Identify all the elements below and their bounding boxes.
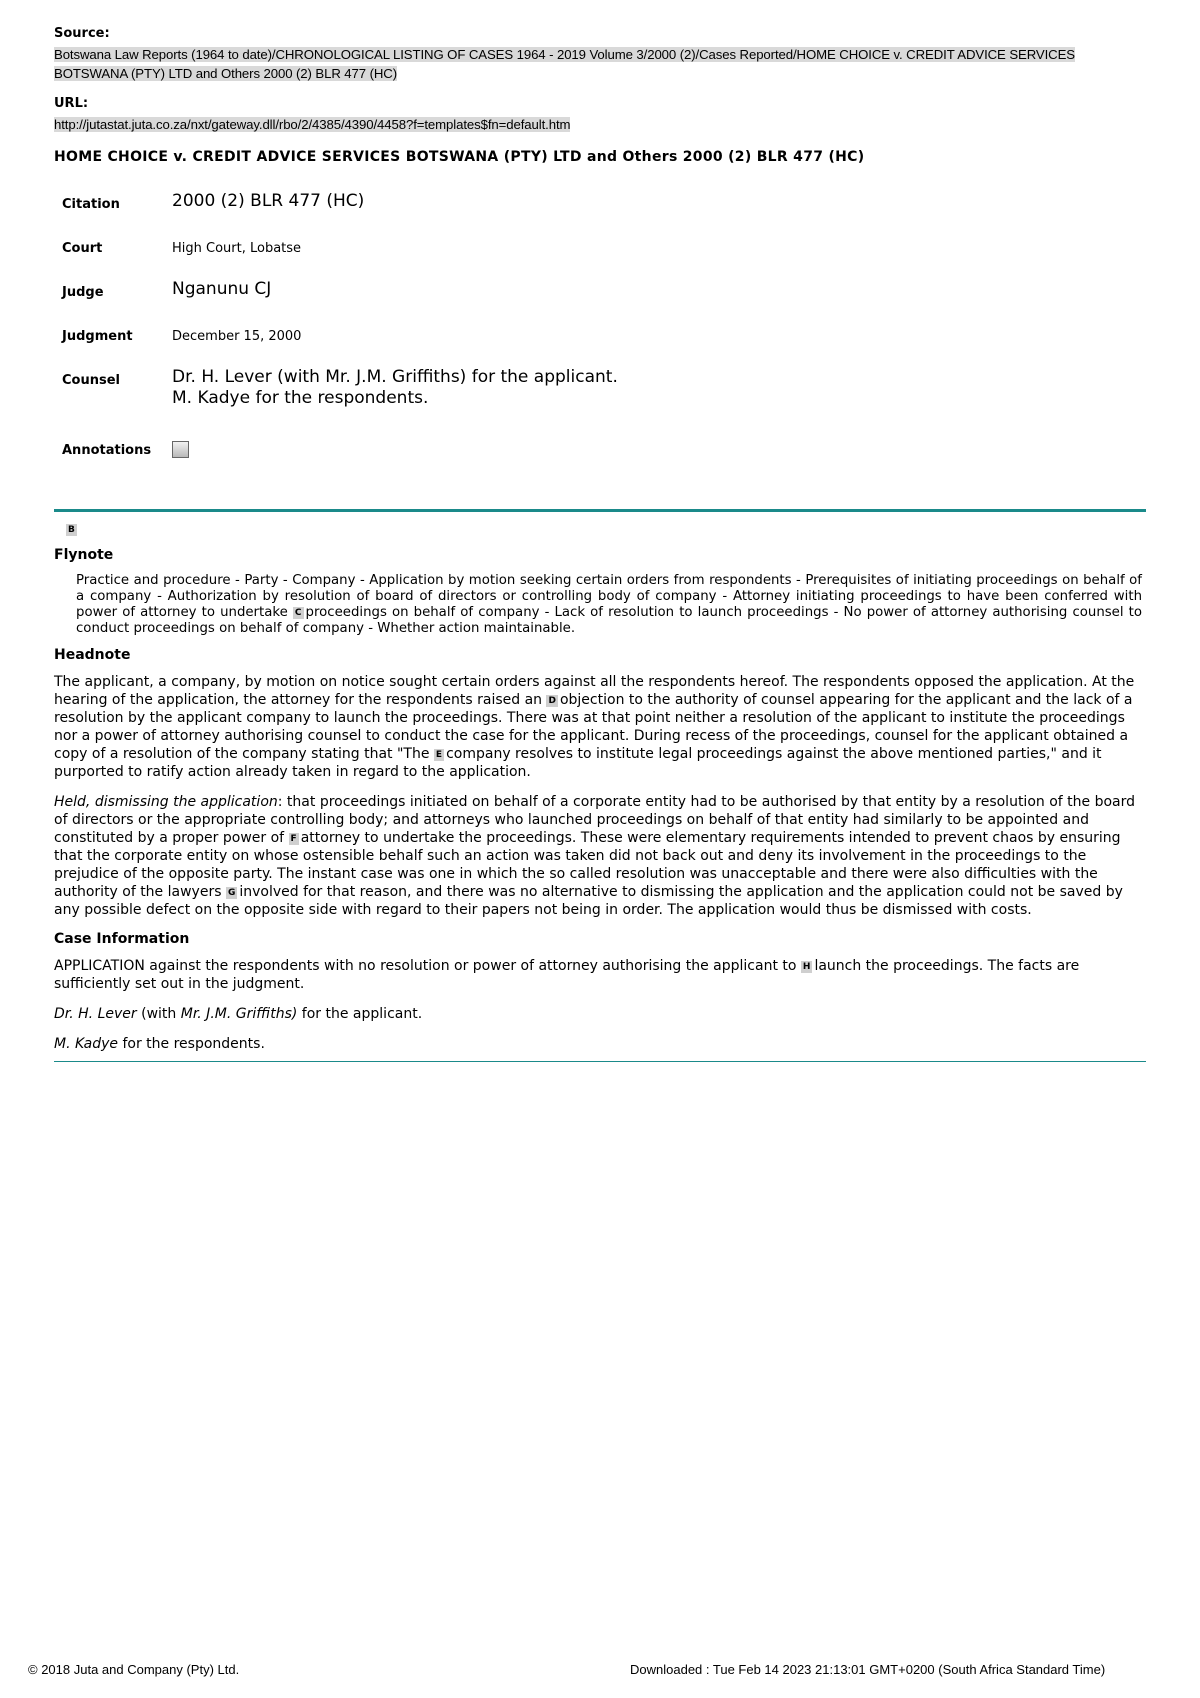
marker-e: E [435,750,443,760]
citation-label: Citation [62,197,120,212]
case-information-paragraph [54,957,1146,993]
counsel1-with-open: (with [136,1006,181,1022]
footer-downloaded: Downloaded : Tue Feb 14 2023 21:13:01 GMT+0200 (South Africa Standard Time) [630,1662,1106,1677]
marker-b: B [68,525,75,535]
marker-c: C [294,608,302,618]
citation-row [62,191,618,235]
source-block [54,26,1146,82]
source-path[interactable]: Botswana Law Reports (1964 to date)/CHRONOLOGICAL LISTING OF CASES 1964 - 2019 Volume 3/2000 (2)/Cases Reported/HOME CHOICE v. CREDIT ADVICE SERVICES BOTSWANA (PTY) LTD and Others 2000 (2) BLR 477 (HC) [54,47,1075,81]
counsel1-name: Dr. H. Lever [54,1006,137,1022]
counsel1-tail: for the applicant. [297,1006,423,1022]
flynote-text-part1: Practice and procedure - Party - Company - Application by motion seeking certain orders from respondents - Prerequisites of initiating proceedings on behalf of a company - Authorization by resolution of board of directors or controlling body of company - Attorney initiating proceedings to have been conferred with power of attorney to undertake [76,573,1142,620]
section-divider-bottom [54,1061,1146,1062]
headnote-p1-part1: The applicant, a company, by motion on notice sought certain orders against all the respondents hereof. The respondents opposed the application. At the hearing of the application, the attorney for the respondents raised an [54,674,1135,708]
headnote-p2-part3: involved for that reason, and there was no alternative to dismissing the application and the application could not be saved by any possible defect on the opposite side with regard to their papers not being in order. The application would thus be dismissed with costs. [54,884,1123,918]
headnote-p2-part1: : that proceedings initiated on behalf of a corporate entity had to be authorised by that entity by a resolution of the board of directors or the appropriate controlling body; and attorneys who launched proceedings on behalf of that entity had similarly to be appointed and constituted by a proper power of [54,794,1136,846]
headnote-p2-part2: attorney to undertake the proceedings. These were elementary requirements intended to prevent chaos by ensuring that the corporate entity on whose ostensible behalf such an action was taken did not back out and deny its involvement in the proceedings to the prejudice of the opposite party. The instant case was one in which the so called resolution was unacceptable and there were also difficulties with the authority of the lawyers [54,830,1121,900]
counsel2-name: M. Kadye [54,1036,119,1052]
url-block [54,96,1146,133]
counsel-row [62,367,618,429]
flynote-text-part2: proceedings on behalf of company - Lack of resolution to launch proceedings - No power of attorney authorising counsel to conduct proceedings on behalf of company - Whether action maintainable. [76,605,1142,636]
flynote-text [76,573,1142,637]
counsel-label: Counsel [62,373,120,388]
counsel2-tail: for the respondents. [118,1036,265,1052]
judge-label: Judge [62,285,104,300]
document-page [54,26,1146,1062]
section-divider-top [54,509,1146,512]
counsel-line-applicant: Dr. H. Lever (with Mr. J.M. Griffiths) for the applicant. [172,367,618,387]
marker-d: D [548,696,556,706]
judge-value: Nganunu CJ [172,279,272,299]
counsel-line-respondents: M. Kadye for the respondents. [172,388,429,408]
headnote-p1-part2: objection to the authority of counsel appearing for the applicant and the lack of a resolution by the applicant company to launch the proceedings. There was at that point neither a resolution of the applicant to institute the proceedings nor a power of attorney authorising counsel to conduct the case for the applicant. During recess of the proceedings, counsel for the applicant obtained a copy of a resolution of the company stating that "The [54,692,1133,762]
marker-b-row [66,518,1146,537]
url-link[interactable]: http://jutastat.juta.co.za/nxt/gateway.dll/rbo/2/4385/4390/4458?f=templates$fn=default.htm [54,117,571,132]
footer-copyright: © 2018 Juta and Company (Pty) Ltd. [28,1662,240,1677]
annotations-label: Annotations [62,443,152,458]
url-label: URL: [54,96,89,111]
judgment-label: Judgment [62,329,133,344]
headnote-p1-part3: company resolves to institute legal proceedings against the above mentioned parties," and it purported to ratify action already taken in regard to the application. [54,746,1102,780]
annotations-button[interactable] [172,441,189,458]
case-info-counsel-respondents [54,1035,1146,1053]
headnote-paragraph-1 [54,673,1146,781]
case-title: HOME CHOICE v. CREDIT ADVICE SERVICES BOTSWANA (PTY) LTD and Others 2000 (2) BLR 477 (HC) [54,149,865,165]
court-value: High Court, Lobatse [172,241,302,256]
court-label: Court [62,241,103,256]
flynote-heading: Flynote [54,547,114,563]
judgment-row [62,323,618,367]
source-label: Source: [54,26,110,41]
headnote-heading: Headnote [54,647,131,663]
held-italic: Held, dismissing the application [54,794,278,810]
case-info-counsel-applicant [54,1005,1146,1023]
marker-f: F [290,834,297,844]
case-info-table [62,191,618,473]
counsel1-with-name: Mr. J.M. Griffiths) [180,1006,298,1022]
judge-row [62,279,618,323]
marker-g: G [227,888,236,898]
counsel-value [172,367,618,429]
judgment-value: December 15, 2000 [172,329,302,344]
court-row [62,235,618,279]
headnote-paragraph-2 [54,793,1146,919]
case-information-heading: Case Information [54,931,190,947]
annotations-value [172,429,618,473]
marker-h: H [802,962,811,972]
annotations-row [62,429,618,473]
case-info-part1: APPLICATION against the respondents with no resolution or power of attorney authorising the applicant to [54,958,801,974]
citation-value: 2000 (2) BLR 477 (HC) [172,191,365,211]
case-info-part2: launch the proceedings. The facts are sufficiently set out in the judgment. [54,958,1080,992]
